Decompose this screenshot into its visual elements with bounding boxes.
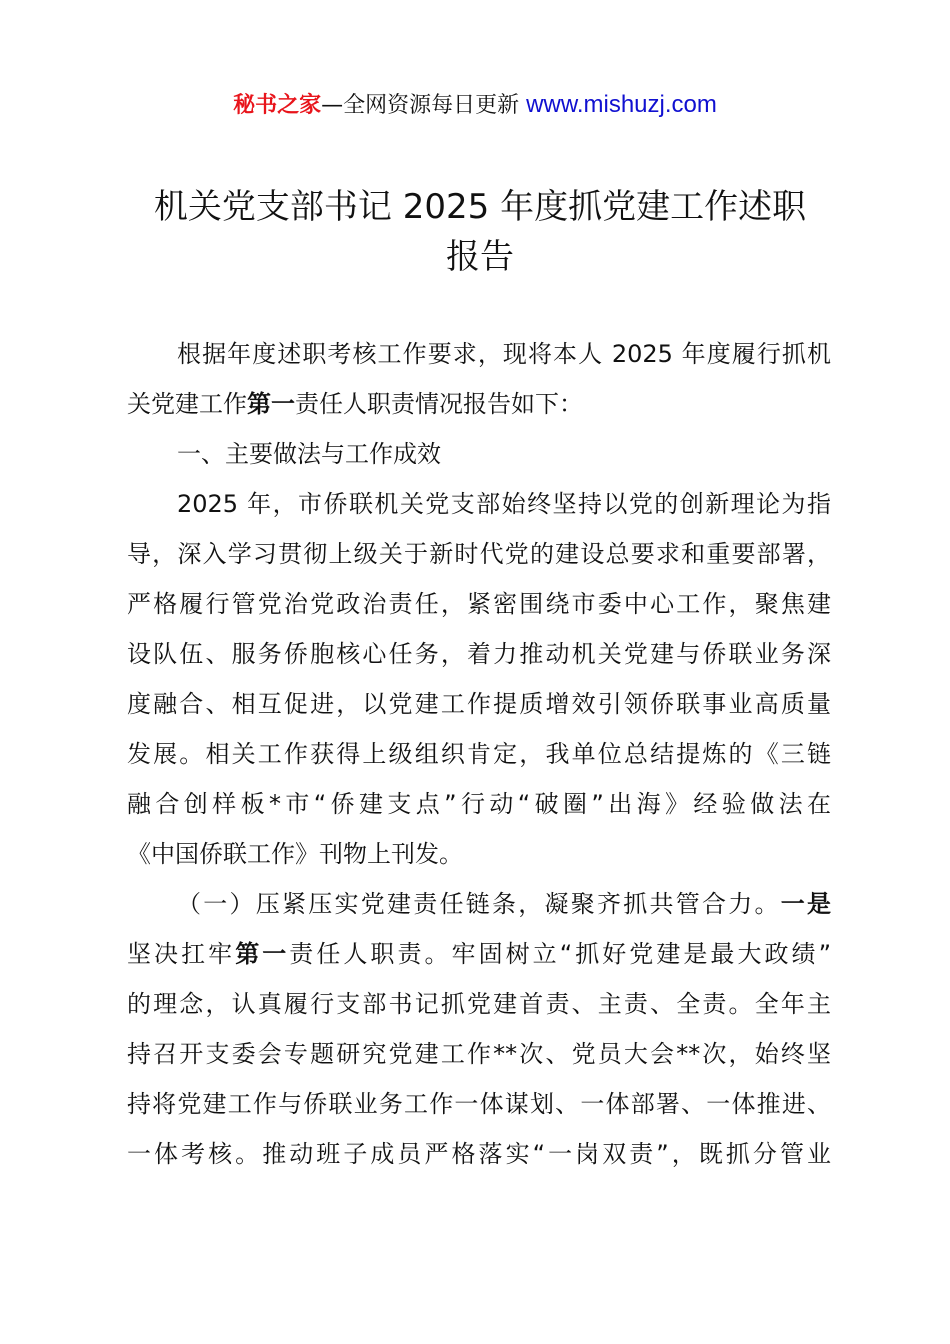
site-banner <box>0 88 950 119</box>
text-segment: 严格履行管党治党政治责任，紧密围绕市委中心工作，聚焦建 <box>127 590 831 618</box>
text-segment: 坚决扛牢 <box>127 940 236 968</box>
text-segment: 根据年度述职考核工作要求，现将本人 2025 年度履行抓机 <box>177 340 831 368</box>
site-url-link[interactable]: www.mishuzj.com <box>526 91 717 118</box>
text-segment: 责任人职责。牢固树立“抓好党建是最大政绩” <box>289 940 832 968</box>
text-segment: 融合创样板*市“侨建支点”行动“破圈”出海》经验做法在 <box>127 790 831 818</box>
paragraph <box>127 429 831 479</box>
banner-tagline: —全网资源每日更新 <box>321 93 527 118</box>
text-segment: 持召开支委会专题研究党建工作**次、党员大会**次，始终坚 <box>127 1040 831 1068</box>
document-body <box>127 329 831 1179</box>
text-segment: 责任人职责情况报告如下： <box>295 390 583 418</box>
text-segment: 《中国侨联工作》刊物上刊发。 <box>127 840 463 868</box>
bold-text: 第一 <box>235 940 290 968</box>
bold-text: 一是 <box>780 890 831 918</box>
text-line <box>127 329 831 379</box>
paragraph <box>127 329 831 429</box>
text-line <box>127 579 831 629</box>
text-segment: 的理念，认真履行支部书记抓党建首责、主责、全责。全年主 <box>127 990 831 1018</box>
text-segment: 2025 年，市侨联机关党支部始终坚持以党的创新理论为指 <box>177 490 831 518</box>
text-line <box>127 979 831 1029</box>
text-line <box>127 879 831 929</box>
text-line <box>127 629 831 679</box>
text-segment: 发展。相关工作获得上级组织肯定，我单位总结提炼的《三链 <box>127 740 831 768</box>
title-line: 机关党支部书记 2025 年度抓党建工作述职 <box>153 187 807 227</box>
text-line <box>127 929 831 979</box>
text-line <box>127 1129 831 1179</box>
text-line <box>127 829 831 879</box>
text-segment: （一）压紧压实党建责任链条，凝聚齐抓共管合力。 <box>177 890 781 918</box>
text-line <box>127 1029 831 1079</box>
text-segment: 一、主要做法与工作成效 <box>177 440 441 468</box>
text-segment: 度融合、相互促进，以党建工作提质增效引领侨联事业高质量 <box>127 690 831 718</box>
document-title <box>0 182 950 282</box>
text-segment: 关党建工作 <box>127 390 247 418</box>
brand-name: 秘书之家 <box>233 93 322 118</box>
paragraph <box>127 879 831 1179</box>
text-line <box>127 779 831 829</box>
text-segment: 一体考核。推动班子成员严格落实“一岗双责”，既抓分管业 <box>127 1140 831 1168</box>
text-segment: 设队伍、服务侨胞核心任务，着力推动机关党建与侨联业务深 <box>127 640 831 668</box>
text-line <box>127 1079 831 1129</box>
bold-text: 第一 <box>247 390 295 418</box>
text-line <box>127 679 831 729</box>
paragraph <box>127 479 831 879</box>
text-segment: 导，深入学习贯彻上级关于新时代党的建设总要求和重要部署， <box>127 540 831 568</box>
text-line <box>127 379 831 429</box>
text-line <box>127 529 831 579</box>
title-line: 报告 <box>446 237 514 277</box>
text-line <box>127 429 831 479</box>
text-segment: 持将党建工作与侨联业务工作一体谋划、一体部署、一体推进、 <box>127 1090 831 1118</box>
text-line <box>127 479 831 529</box>
text-line <box>127 729 831 779</box>
